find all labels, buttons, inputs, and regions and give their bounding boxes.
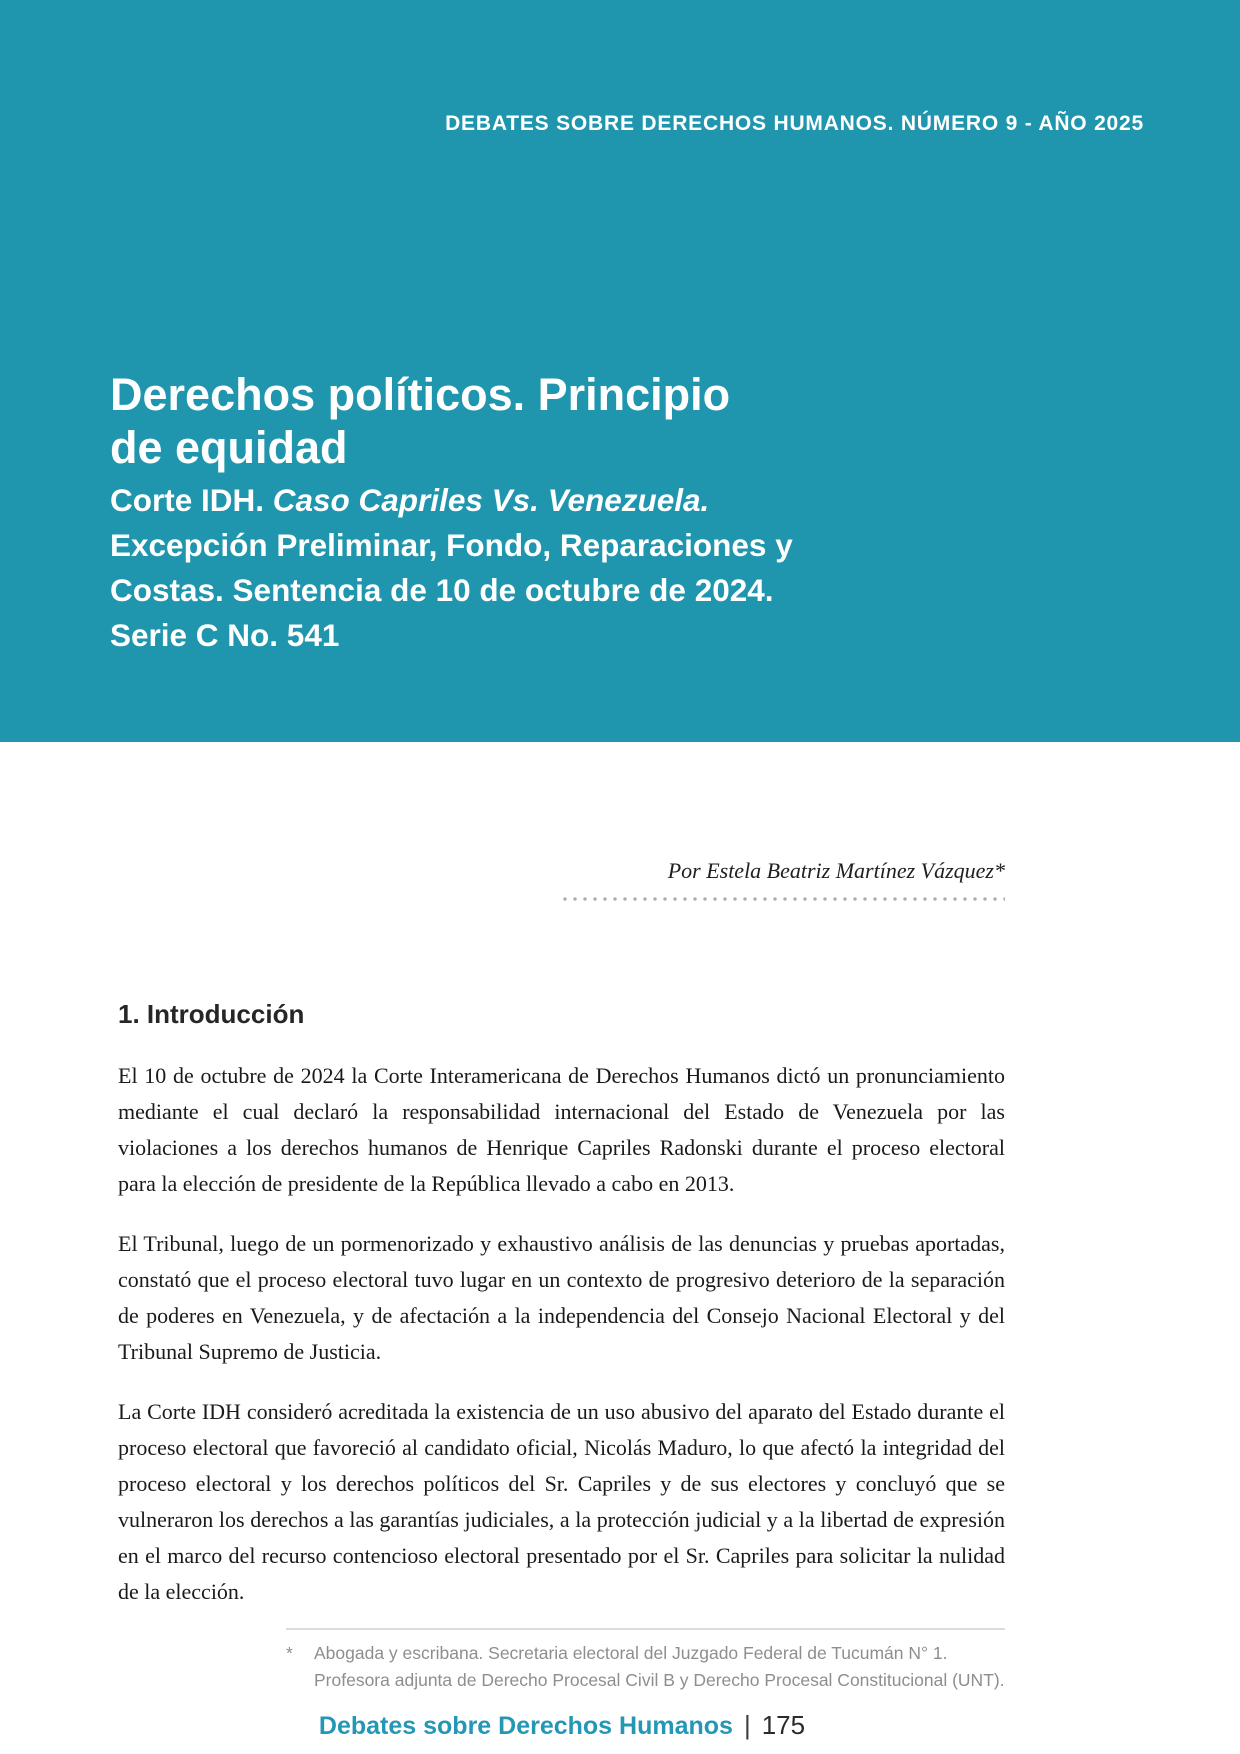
footnote-marker: *	[286, 1643, 293, 1663]
issue-line: DEBATES SOBRE DERECHOS HUMANOS. NÚMERO 9 - AÑO 2025	[445, 112, 1144, 135]
header-banner	[0, 0, 1240, 742]
byline-block	[560, 858, 1005, 901]
footnote-row	[286, 1640, 1005, 1694]
subtitle-line-2: Excepción Preliminar, Fondo, Reparaciones y	[110, 527, 793, 563]
page-footer	[118, 1710, 1006, 1741]
case-name-italic: Caso Capriles Vs. Venezuela.	[272, 482, 710, 518]
journal-name: Debates sobre Derechos Humanos	[318, 1712, 733, 1740]
page-title-line-1: Derechos políticos. Principio	[110, 369, 731, 420]
footnote-text: Abogada y escribana. Secretaria electoral del Juzgado Federal de Tucumán N° 1. Profesora adjunta de Derecho Procesal Civil B y Derecho Procesal Constitucional (UNT).	[314, 1643, 1005, 1690]
page-title	[110, 368, 730, 474]
subtitle-prefix: Corte IDH.	[110, 482, 273, 518]
page-title-line-2: de equidad	[110, 422, 348, 473]
body-paragraph: El Tribunal, luego de un pormenorizado y exhaustivo análisis de las denuncias y pruebas aportadas, constató que el proceso electoral tuvo lugar en un contexto de progresivo deterioro de la separación de poderes en Venezuela, y de afectación a la independencia del Consejo Nacional Electoral y del Tribunal Supremo de Justicia.	[118, 1231, 1005, 1364]
section-heading: 1. Introducción	[118, 999, 305, 1029]
footnote-block	[286, 1628, 1005, 1694]
separator-bar: |	[743, 1710, 751, 1740]
subtitle-line-4: Serie C No. 541	[110, 617, 340, 653]
article-body	[118, 999, 1005, 1610]
author-byline: Por Estela Beatriz Martínez Vázquez*	[667, 858, 1005, 883]
subtitle-line-3: Costas. Sentencia de 10 de octubre de 2024.	[110, 572, 774, 608]
body-paragraph: El 10 de octubre de 2024 la Corte Interamericana de Derechos Humanos dictó un pronunciamiento mediante el cual declaró la responsabilidad internacional del Estado de Venezuela por las violaciones a los derechos humanos de Henrique Capriles Radonski durante el proceso electoral para la elección de presidente de la República llevado a cabo en 2013.	[118, 1063, 1005, 1196]
footnote-rule	[286, 1628, 1005, 1630]
page-subtitle	[110, 478, 1090, 658]
dotted-separator	[560, 897, 1005, 901]
body-paragraph: La Corte IDH consideró acreditada la existencia de un uso abusivo del aparato del Estado durante el proceso electoral que favoreció al candidato oficial, Nicolás Maduro, lo que afectó la integridad del proceso electoral y los derechos políticos del Sr. Capriles y de sus electores y concluyó que se vulneraron los derechos a las garantías judiciales, a la protección judicial y a la libertad de expresión en el marco del recurso contencioso electoral presentado por el Sr. Capriles para solicitar la nulidad de la elección.	[118, 1399, 1005, 1604]
subtitle-line-1	[110, 478, 1090, 523]
page-number: 175	[761, 1710, 806, 1740]
